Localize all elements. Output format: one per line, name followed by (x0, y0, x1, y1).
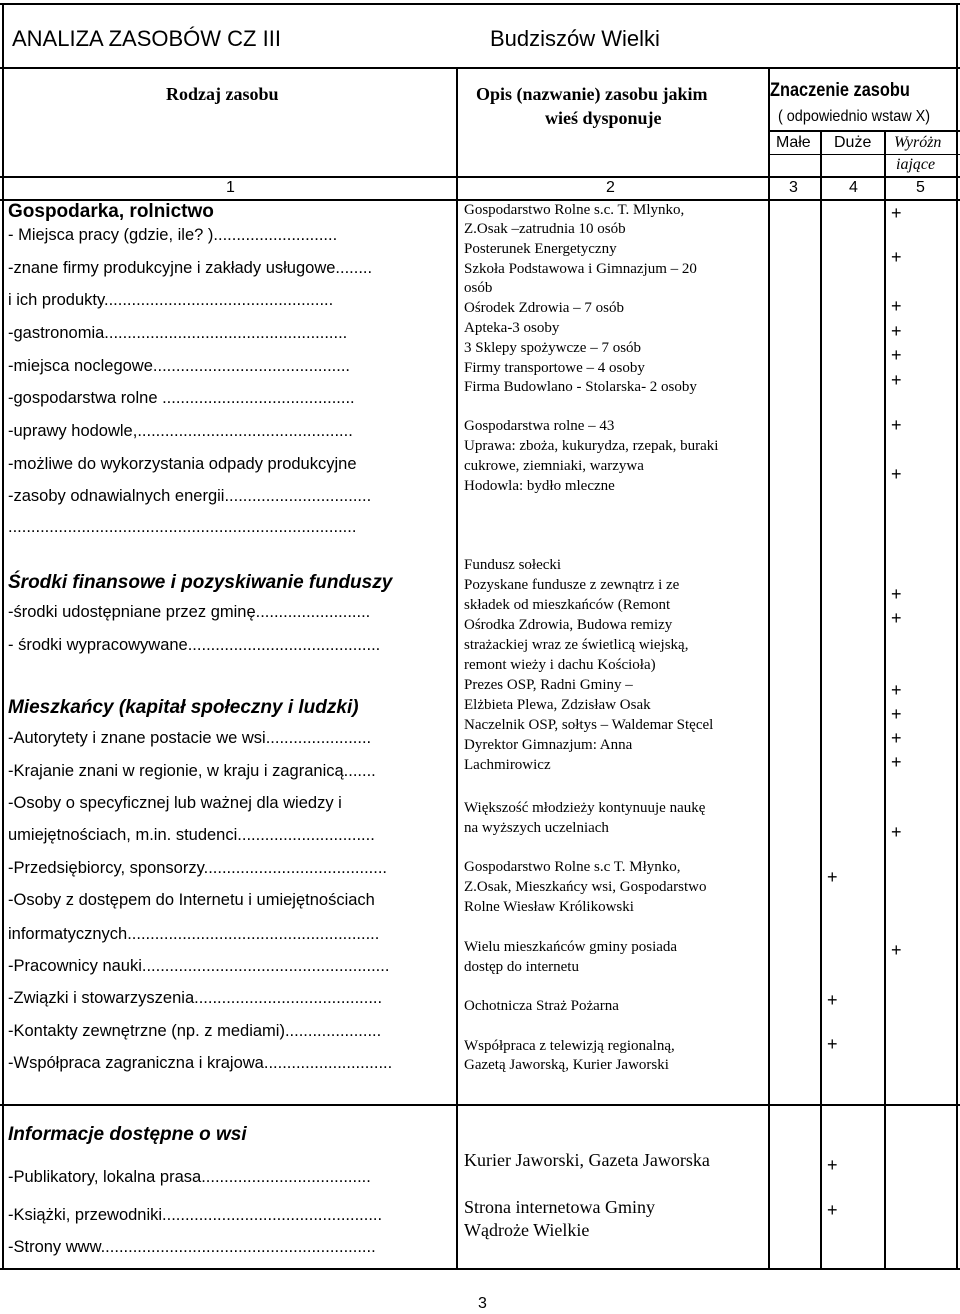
description-line: Gospodarstwo Rolne s.c T. Młynko, (464, 859, 681, 875)
description-line: Fundusz sołecki (464, 557, 562, 573)
rule-subheader (768, 130, 960, 132)
column-header-significance-note: ( odpowiednio wstaw X) (778, 108, 931, 125)
section-residents-item: -Krajanie znani w regionie, w kraju i zagranicą....... (8, 762, 376, 780)
plus-mark: + (891, 680, 902, 700)
plus-mark: + (891, 296, 902, 316)
plus-mark: + (827, 1155, 838, 1175)
description-line: Elżbieta Plewa, Zdzisław Osak (464, 697, 651, 713)
description-line: Gazetą Jaworską, Kurier Jaworski (464, 1057, 669, 1073)
section-economy-item: i ich produkty.................................................. (8, 291, 334, 309)
section-residents-item: informatycznych....................................................... (8, 925, 380, 943)
column-header-description-line2: wieś dysponuje (545, 108, 662, 128)
description-line: strażackiej wraz ze świetlicą wiejską, (464, 637, 689, 653)
section-economy-item: - Miejsca pracy (gdzie, ile? )........................... (8, 226, 338, 244)
section-residents-item: -Osoby o specyficznej lub ważnej dla wiedzy i (8, 794, 342, 812)
description-line: Firma Budowlano - Stolarska- 2 osoby (464, 379, 697, 395)
rule-section3-end (0, 1104, 960, 1106)
description-line: Z.Osak, Mieszkańcy wsi, Gospodarstwo (464, 879, 707, 895)
section-residents-item: umiejętnościach, m.in. studenci.............................. (8, 826, 375, 844)
column-header-description-line1: Opis (nazwanie) zasobu jakim (476, 84, 708, 104)
plus-mark: + (827, 1200, 838, 1220)
section-economy-item: -gospodarstwa rolne .......................................... (8, 389, 355, 407)
rule-top (0, 3, 960, 5)
description-line: Rolne Wiesław Królikowski (464, 899, 634, 915)
section-finance-title: Środki finansowe i pozyskiwanie funduszy (8, 572, 393, 593)
rule-under-title (0, 67, 960, 69)
description-line: Strona internetowa Gminy (464, 1197, 655, 1217)
rule-col4-col5 (884, 130, 886, 1270)
column-header-small: Małe (776, 134, 811, 151)
description-line: Apteka-3 osoby (464, 320, 560, 336)
column-number-4: 4 (849, 179, 858, 196)
description-line: Wielu mieszkańców gminy posiada (464, 939, 678, 955)
plus-mark: + (891, 345, 902, 365)
document-title: ANALIZA ZASOBÓW CZ III (12, 26, 281, 51)
rule-col3-col4 (820, 130, 822, 1270)
section-residents-item: -Autorytety i znane postacie we wsi....................... (8, 729, 372, 747)
rule-bottom (0, 1268, 960, 1270)
description-line: Dyrektor Gimnazjum: Anna (464, 737, 633, 753)
section-economy-item: -miejsca noclegowe........................................... (8, 357, 351, 375)
plus-mark: + (891, 415, 902, 435)
column-header-significance: Znaczenie zasobu (770, 80, 910, 101)
section-residents-item: -Związki i stowarzyszenia......................................... (8, 989, 383, 1007)
plus-mark: + (827, 1034, 838, 1054)
description-line: Gospodarstwo Rolne s.c. T. Mlynko, (464, 202, 685, 218)
description-line: dostęp do internetu (464, 959, 579, 975)
plus-mark: + (891, 704, 902, 724)
plus-mark: + (891, 608, 902, 628)
column-header-resource-type: Rodzaj zasobu (166, 84, 279, 104)
rule-col2-col3 (768, 67, 770, 1270)
column-header-distinct-line2: iające (896, 156, 936, 173)
description-line: Hodowla: bydło mleczne (464, 478, 615, 494)
column-number-5: 5 (916, 179, 925, 196)
description-line: Firmy transportowe – 4 osoby (464, 360, 645, 376)
section-economy-item: -gastronomia..................................................... (8, 324, 348, 342)
description-line: Prezes OSP, Radni Gminy – (464, 677, 633, 693)
plus-mark: + (891, 370, 902, 390)
description-line: Kurier Jaworski, Gazeta Jaworska (464, 1150, 710, 1170)
description-line: cukrowe, ziemniaki, warzywa (464, 458, 644, 474)
column-header-large: Duże (834, 134, 872, 151)
section-residents-item: -Pracownicy nauki...................................................... (8, 957, 390, 975)
section-finance-item: - środki wypracowywane.......................................... (8, 636, 381, 654)
plus-mark: + (827, 867, 838, 887)
section-residents-title: Mieszkańcy (kapitał społeczny i ludzki) (8, 697, 359, 718)
section-economy-item: -możliwe do wykorzystania odpady produkcyjne (8, 455, 357, 473)
section-economy-item: -uprawy hodowle,............................................... (8, 422, 353, 440)
description-line: Ośrodka Zdrowia, Budowa remizy (464, 617, 673, 633)
description-line: Większość młodzieży kontynuuje naukę (464, 800, 706, 816)
section-economy-item: -zasoby odnawialnych energii................................ (8, 487, 372, 505)
section-residents-item: -Przedsiębiorcy, sponsorzy........................................ (8, 859, 387, 877)
village-name: Budziszów Wielki (490, 26, 660, 51)
description-line: Pozyskane fundusze z zewnątrz i ze (464, 577, 680, 593)
section-residents-item: -Współpraca zagraniczna i krajowa............................ (8, 1054, 393, 1072)
description-line: składek od mieszkańców (Remont (464, 597, 671, 613)
section-information-item: -Książki, przewodniki................................................ (8, 1206, 383, 1224)
plus-mark: + (891, 728, 902, 748)
column-number-2: 2 (606, 179, 615, 196)
section-economy-item: -znane firmy produkcyjne i zakłady usługowe........ (8, 259, 373, 277)
description-line: Posterunek Energetyczny (464, 241, 617, 257)
plus-mark: + (891, 752, 902, 772)
column-number-3: 3 (789, 179, 798, 196)
section-residents-item: -Kontakty zewnętrzne (np. z mediami)..................... (8, 1022, 382, 1040)
plus-mark: + (827, 990, 838, 1010)
plus-mark: + (891, 464, 902, 484)
description-line: Współpraca z telewizją regionalną, (464, 1038, 675, 1054)
description-line: na wyższych uczelniach (464, 820, 609, 836)
description-line: Uprawa: zboża, kukurydza, rzepak, buraki (464, 438, 719, 454)
section-information-item: -Publikatory, lokalna prasa..................................... (8, 1168, 371, 1186)
section-finance-item: -środki udostępniane przez gminę......................... (8, 603, 371, 621)
description-line: Z.Osak –zatrudnia 10 osób (464, 221, 626, 237)
plus-mark: + (891, 584, 902, 604)
description-line: Gospodarstwa rolne – 43 (464, 418, 615, 434)
description-line: Ochotnicza Straż Pożarna (464, 998, 619, 1014)
description-line: Naczelnik OSP, sołtys – Waldemar Stęcel (464, 717, 714, 733)
rule-col1-col2 (456, 67, 458, 1270)
description-line: Ośrodek Zdrowia – 7 osób (464, 300, 624, 316)
plus-mark: + (891, 822, 902, 842)
description-line: Wądroże Wielkie (464, 1220, 590, 1240)
rule-under-columns (0, 176, 960, 178)
plus-mark: + (891, 940, 902, 960)
section-economy-title: Gospodarka, rolnictwo (8, 201, 214, 222)
rule-under-headers-small (768, 154, 960, 155)
column-header-distinct-line1: Wyróżn (894, 134, 942, 151)
description-line: osób (464, 280, 493, 296)
section-economy-item: ............................................................................ (8, 518, 357, 536)
description-line: 3 Sklepy spożywcze – 7 osób (464, 340, 642, 356)
description-line: remont wieży i dachu Kościoła) (464, 657, 656, 673)
plus-mark: + (891, 203, 902, 223)
description-line: Lachmirowicz (464, 757, 551, 773)
section-information-item: -Strony www............................................................ (8, 1238, 376, 1256)
rule-right (956, 3, 958, 1270)
section-residents-item: -Osoby z dostępem do Internetu i umiejętnościach (8, 891, 375, 909)
plus-mark: + (891, 321, 902, 341)
section-information-title: Informacje dostępne o wsi (8, 1124, 247, 1145)
column-number-1: 1 (226, 179, 235, 196)
page-number: 3 (478, 1295, 487, 1312)
plus-mark: + (891, 247, 902, 267)
description-line: Szkoła Podstawowa i Gimnazjum – 20 (464, 261, 697, 277)
rule-left (2, 3, 4, 1270)
